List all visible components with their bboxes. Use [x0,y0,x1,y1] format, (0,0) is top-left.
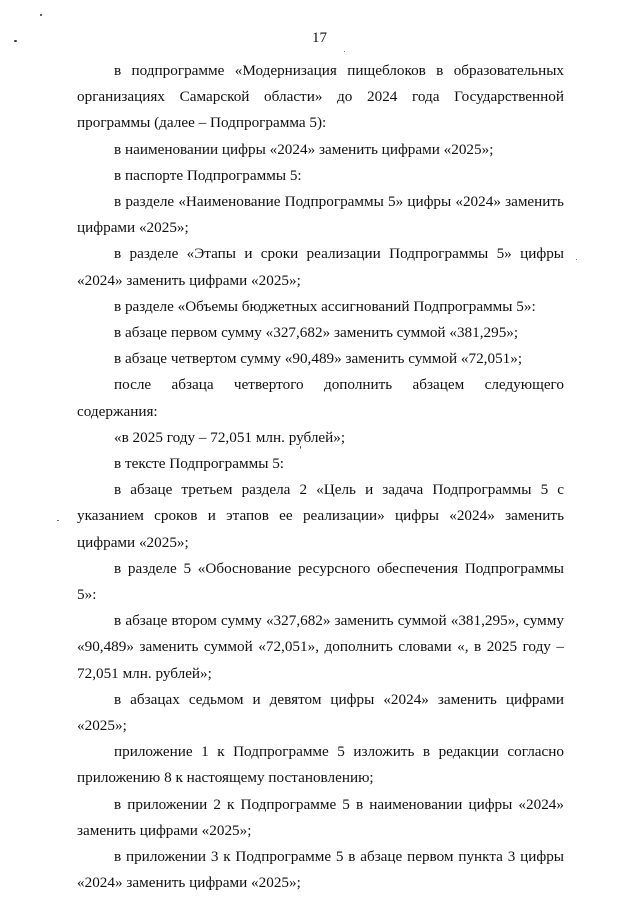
scan-speck [57,520,59,521]
paragraph: после абзаца четвертого дополнить абзацем следующего содержания: [77,376,564,420]
paragraph: в разделе 5 «Обоснование ресурсного обеспечения Подпрограммы 5»: [77,559,564,604]
paragraph: в приложении 2 к Подпрограмме 5 в наименовании цифры «2024» заменить цифрами «2025»; [77,795,564,839]
paragraph: в разделе «Объемы бюджетных ассигнований Подпрограммы 5»: [114,297,536,315]
scan-speck [576,259,577,260]
paragraph: в абзаце четвертом сумму «90,489» заменить суммой «72,051»; [114,350,523,368]
paragraph: в наименовании цифры «2024» заменить цифрами «2025»; [114,140,494,158]
paragraph: в разделе «Этапы и сроки реализации Подпрограммы 5» цифры «2024» заменить цифрами «2025»; [77,245,564,289]
paragraph: в подпрограмме «Модернизация пищеблоков в образовательных организациях Самарской области» до 2024 года Государственной программы (далее – Подпрограмма 5): [77,62,564,132]
paragraph: в приложении 3 к Подпрограмме 5 в абзаце первом пункта 3 цифры «2024» заменить цифрами «2025»; [77,848,564,892]
document-body [77,58,564,897]
paragraph: в разделе «Наименование Подпрограммы 5» цифры «2024» заменить цифрами «2025»; [77,193,564,237]
paragraph: «в 2025 году – 72,051 млн. рублей»; [114,428,346,446]
paragraph: в абзаце третьем раздела 2 «Цель и задача Подпрограммы 5 с указанием сроков и этапов ее реализации» цифры «2024» заменить цифрами «2025»; [77,481,564,551]
page-number: 17 [312,30,327,46]
paragraph: в абзацах седьмом и девятом цифры «2024» заменить цифрами «2025»; [77,690,564,735]
paragraph: в тексте Подпрограммы 5: [114,455,285,473]
scan-speck [300,446,301,449]
paragraph: приложение 1 к Подпрограмме 5 изложить в редакции согласно приложению 8 к настоящему постановлению; [77,743,564,787]
scan-speck [40,14,42,16]
paragraph: в паспорте Подпрограммы 5: [114,166,302,184]
scan-speck [344,51,345,52]
scan-speck [14,40,17,42]
paragraph: в абзаце втором сумму «327,682» заменить суммой «381,295», сумму «90,489» заменить суммой «72,051», дополнить словами «, в 2025 году – 72,051 млн. рублей»; [77,612,564,682]
paragraph: в абзаце первом сумму «327,682» заменить суммой «381,295»; [114,324,519,342]
